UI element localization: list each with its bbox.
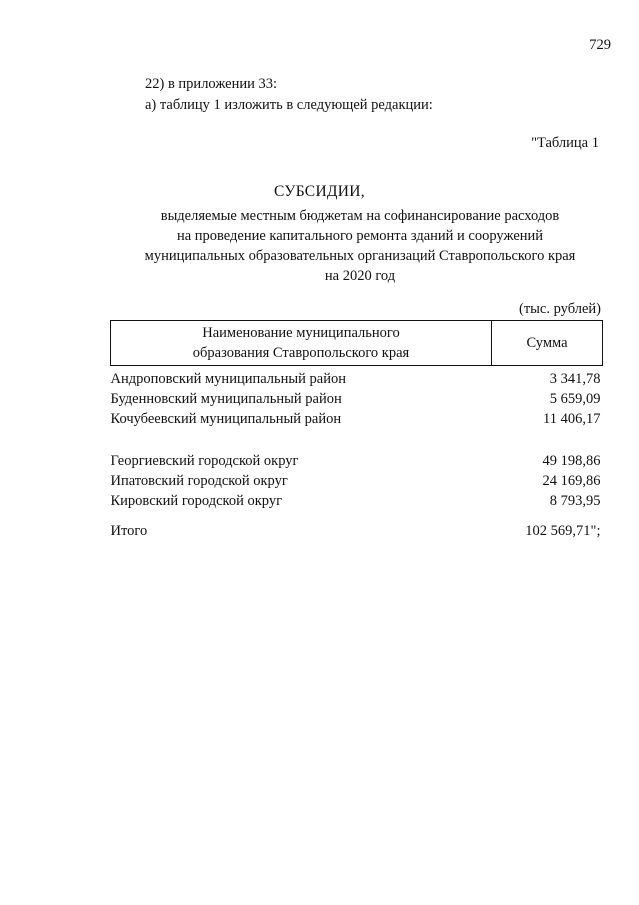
header-name-line: образования Ставропольского края	[192, 345, 410, 361]
intro-line: 22) в приложении 33:	[145, 76, 278, 92]
row-sum: 3 341,78	[549, 371, 601, 387]
row-sum: 11 406,17	[543, 411, 601, 427]
subsidies-table	[110, 320, 603, 541]
table-header-row	[111, 321, 603, 366]
header-name-line: Наименование муниципального	[202, 325, 400, 341]
total-sum: 102 569,71";	[525, 523, 601, 539]
units-label: (тыс. рублей)	[519, 301, 601, 317]
table-row	[111, 451, 603, 471]
row-name: Кировский городской округ	[110, 493, 283, 509]
row-name: Андроповский муниципальный район	[110, 371, 346, 387]
row-name: Ипатовский городской округ	[110, 473, 288, 489]
row-sum: 5 659,09	[549, 391, 601, 407]
table-spacer-row	[111, 429, 603, 451]
row-sum: 8 793,95	[549, 493, 601, 509]
row-sum: 24 169,86	[542, 473, 601, 489]
intro-line: а) таблицу 1 изложить в следующей редакции:	[145, 97, 433, 113]
row-name: Буденновский муниципальный район	[110, 391, 342, 407]
table-caption: "Таблица 1	[531, 135, 599, 151]
table-row	[111, 471, 603, 491]
document-subtitle	[60, 206, 639, 286]
table-row	[111, 409, 603, 429]
row-name: Георгиевский городской округ	[110, 453, 299, 469]
page-number: 729	[589, 37, 611, 53]
table-row	[111, 389, 603, 409]
document-title: СУБСИДИИ,	[274, 183, 365, 200]
total-row	[111, 511, 603, 541]
subtitle-line: на проведение капитального ремонта зданий и сооружений	[176, 228, 544, 244]
total-label: Итого	[110, 523, 148, 539]
subtitle-line: на 2020 год	[324, 268, 396, 284]
header-name-cell	[111, 321, 492, 366]
intro-block	[145, 74, 433, 116]
table-row	[111, 491, 603, 511]
row-name: Кочубеевский муниципальный район	[110, 411, 342, 427]
header-sum-cell: Сумма	[492, 321, 603, 366]
table-row	[111, 366, 603, 390]
subtitle-line: муниципальных образовательных организаций Ставропольского края	[144, 248, 576, 264]
subtitle-line: выделяемые местным бюджетам на софинансирование расходов	[160, 208, 560, 224]
row-sum: 49 198,86	[542, 453, 601, 469]
